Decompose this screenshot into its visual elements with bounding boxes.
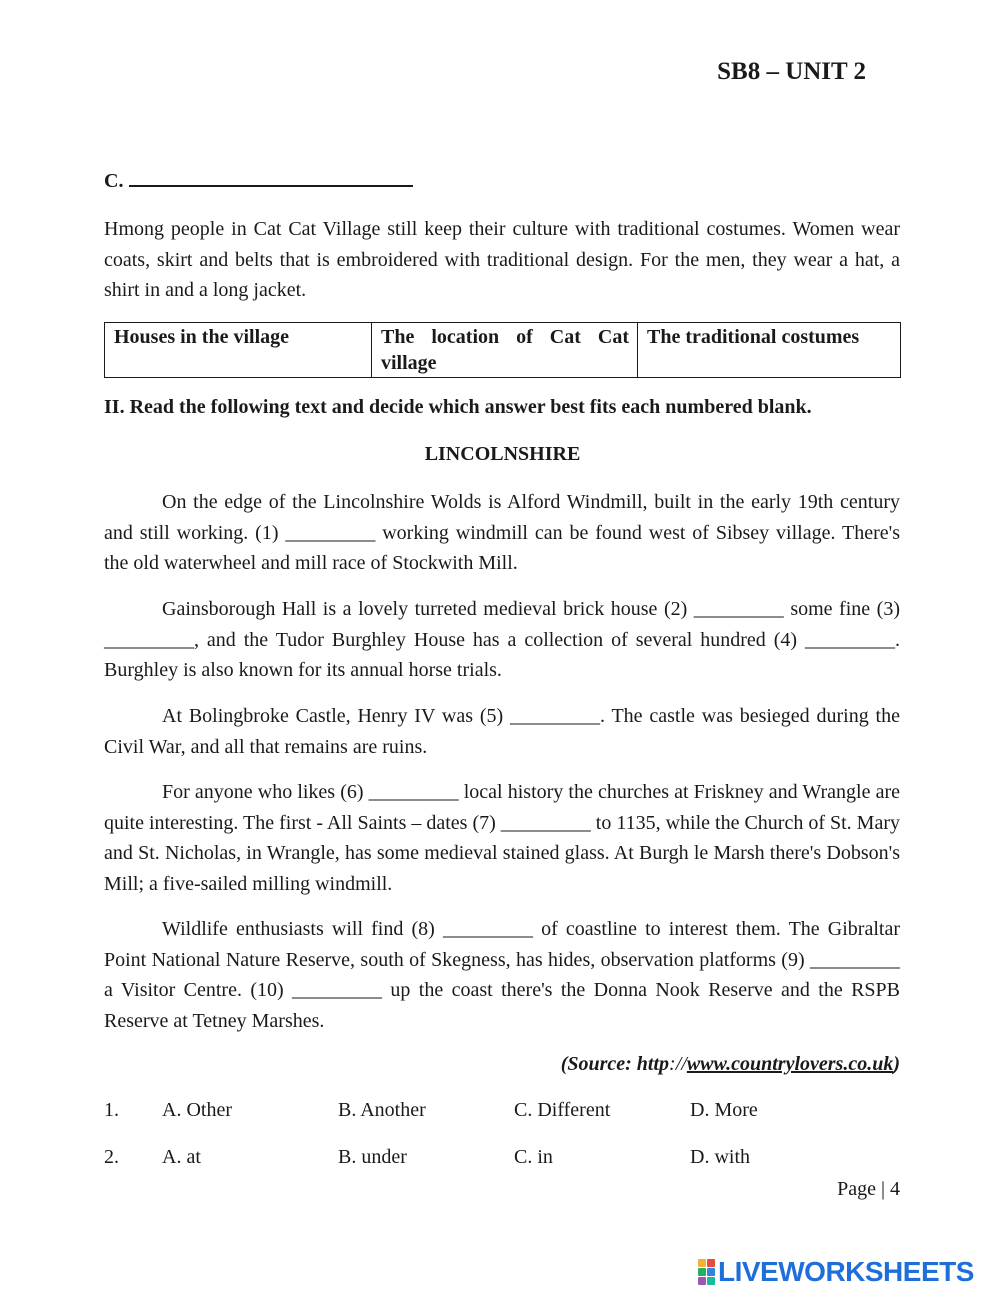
option-d[interactable]: D. More <box>690 1099 758 1121</box>
heading-options-table <box>104 322 901 378</box>
question-number: 1. <box>104 1099 119 1121</box>
section-c-paragraph: Hmong people in Cat Cat Village still keep their culture with traditional costumes. Women wear coats, skirt and belts that is embroidered with traditional design. For the men, they wear a hat, a shirt in and a long jacket. <box>104 218 900 301</box>
unit-header: SB8 – UNIT 2 <box>717 58 866 85</box>
question-number: 2. <box>104 1146 119 1168</box>
option-d[interactable]: D. with <box>690 1146 750 1168</box>
reading-title: LINCOLNSHIRE <box>424 443 581 465</box>
option-cell-houses: Houses in the village <box>105 323 372 378</box>
reading-paragraph-3: At Bolingbroke Castle, Henry IV was (5) _________. The castle was besieged during the Civil War, and all that remains are ruins. <box>104 705 900 758</box>
option-c[interactable]: C. in <box>514 1146 553 1168</box>
option-a[interactable]: A. at <box>162 1146 201 1168</box>
option-cell-location: The location of Cat Cat village <box>372 323 638 378</box>
reading-paragraph-5: Wildlife enthusiasts will find (8) _________ of coastline to interest them. The Gibraltar Point National Nature Reserve, south of Skegness, has hides, observation platforms (9) _________ a Visitor Centre. (10) _________ up the coast there's the Donna Nook Reserve and the RSPB Reserve at Tetney Marshes. <box>104 918 900 1032</box>
liveworksheets-logo <box>698 1258 974 1286</box>
reading-paragraph-4: For anyone who likes (6) _________ local history the churches at Friskney and Wrangle are quite interesting. The first - All Saints – dates (7) _________ to 1135, while the Church of St. Mary and St. Nicholas, in Wrangle, has some medieval stained glass. At Burgh le Marsh there's Dobson's Mill; a five-sailed milling windmill. <box>104 781 901 895</box>
option-c[interactable]: C. Different <box>514 1099 611 1121</box>
page-number: Page | 4 <box>837 1178 900 1200</box>
liveworksheets-logo-icon <box>698 1259 715 1285</box>
option-cell-costumes: The traditional costumes <box>638 323 901 378</box>
liveworksheets-logo-text: LIVEWORKSHEETS <box>718 1256 974 1287</box>
heading-answer-blank[interactable] <box>129 185 413 187</box>
source-suffix: ) <box>893 1053 900 1075</box>
source-prefix: (Source: http <box>560 1053 670 1075</box>
source-link[interactable]: www.countrylovers.co.uk <box>686 1053 894 1075</box>
reading-paragraph-1: On the edge of the Lincolnshire Wolds is Alford Windmill, built in the early 19th century and still working. (1) _________ working windmill can be found west of Sibsey village. There's the old waterwheel and mill race of Stockwith Mill. <box>104 491 900 574</box>
option-b[interactable]: B. under <box>338 1146 407 1168</box>
source-citation <box>561 1053 900 1076</box>
option-a[interactable]: A. Other <box>162 1099 232 1121</box>
section-c-heading <box>104 170 413 193</box>
section-c-label: C. <box>104 170 124 192</box>
source-separator: :// <box>669 1053 687 1075</box>
part2-instruction: II. Read the following text and decide which answer best fits each numbered blank. <box>104 396 812 418</box>
option-b[interactable]: B. Another <box>338 1099 426 1121</box>
reading-paragraph-2: Gainsborough Hall is a lovely turreted medieval brick house (2) _________ some fine (3) _________, and the Tudor Burghley House has a collection of several hundred (4) _________. Burghley is also known for its annual horse trials. <box>104 598 900 681</box>
